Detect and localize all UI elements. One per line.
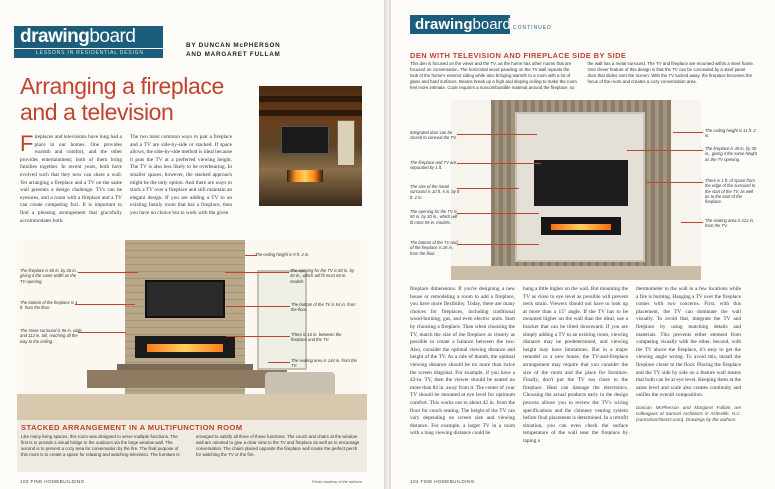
department-logo [14,26,163,48]
author-bio: Duncan McPherson and Margaret Fullam are colleagues at Samsel Architects in Asheville, N.C. (samselarchitects.com). Drawings by the authors. [636,404,741,422]
continued-label: CONTINUED [513,25,552,31]
floor [17,394,367,420]
window-wall [257,270,307,370]
page-folio: 102 FINE HOMEBUILDING [20,479,85,484]
leader-line [78,272,138,273]
leader-line [457,134,537,135]
leader-line [268,362,290,363]
logo-bold: drawing [20,26,90,47]
body-column-1 [20,131,122,225]
floor [451,266,701,280]
byline-2: AND MARGARET FULLAM [186,51,281,58]
section-intro: This den is focused on the views and the TV, as the home has other rooms that are focused on conversation. The horizontal wood paneling on the TV wall repeats the look of the home's exterior siding while also bringing warmth to a room with a lot of glass and hard surfaces. Beams break up a high and sloping ceiling to make the room feel more intimate. Code requires a noncombustible material around the fireplace, so the wall has a metal surround. The TV and fireplace are mounted within a steel frame. One clever feature of this design is that the TV can be concealed by a steel panel door that slides over the screen. With the TV tucked away, the fireplace becomes the focus of the room and creates a cozy conversation area. [410,61,755,90]
logo-thin: board [472,16,511,33]
spine-gutter [384,0,391,489]
article-title: Arranging a fireplace and a television [20,73,224,125]
leader-line [226,306,290,307]
body-column-1: fireplace dimensions. If you're designing a new house or remodeling a room to add a fireplace, you have more flexibility. Today, there are many choices for fireplaces, including traditional wood-burning, gas, and even electric units. Start by choosing a fireplace. Then when choosing the TV, match the size of the fireplace as closely as possible to create a balance between the two. Also, consider the optimal viewing distance and height of the TV. As a rule of thumb, the optimal viewing distance should be no more than twice the screen diagonal. For example, if you have a 42-in. TV, then the viewer should be seated no more than 84 in. away from it. The center of your TV should be mounted at eye level for optimum comfort. This works out to about 42 in. from the floor for couch seating. The height of the TV can vary depending on screen size and viewing distance. For example, a larger TV in a room with a long viewing distance could be [410,286,515,437]
built-in-cabinet [87,370,287,388]
logo-bold: drawing [415,16,473,33]
callout-tv-bottom: The bottom of the TV is 54 in. from the floor. [291,302,356,313]
leader-line [245,255,257,256]
body-column-2: The two most common ways to pair a fireplace and a TV are side-by-side or stacked. If space allows, the side-by-side method is ideal because it puts the TV at a preferred viewing height. The TV is also less likely to be overbearing. In smaller spaces, however, the stacked approach might be the only option. And there are ways to stack a TV over a fireplace and still maintain an elegant design. If you are adding a TV to an existing family room that has a fireplace, then you have no choice but to work with the given [130,134,232,216]
callout-surround-spacing: There is 1 ft. of space from the edge of the surround to the start of the TV, as well as to the start of the fireplace. [705,178,756,205]
right-page [391,0,775,489]
callout-tv-fireplace-gap: The fireplace and TV are separated by 1 ft. [410,160,457,171]
department-subtitle: LESSONS IN RESIDENTIAL DESIGN [14,49,163,58]
side-by-side-illustration [451,100,701,280]
stone-surround [125,240,245,418]
tv-screen [145,280,225,318]
section-title: DEN WITH TELEVISION AND FIREPLACE SIDE BY SIDE [410,51,627,60]
callout-seating-distance: The seating area is 112 in. from the TV. [705,218,755,229]
caption-text: Like many living spaces, this room was designed to serve multiple functions. The first is to provide a visual bridge to the outdoors via the large window wall. The second is to present a cozy area for conversation by the fire. The final purpose of this room is to create a space for relaxing and watching television. The furniture is arranged to satisfy all three of these functions. The couch and chairs at the window wall are oriented to give a clear view to the TV and fireplace as well as to encourage conversation. The chairs placed opposite the fireplace wall create the perfect perch for watching the TV or the fire. [21,434,360,457]
logo-thin: board [89,26,136,47]
leader-line [226,336,290,337]
photo-credit: Photo courtesy of the authors [312,480,362,484]
drop-cap: F [20,131,34,156]
callout-stone-surround: The stone surround is 96 in. wide and 112 in. tall, reaching all the way to the ceiling. [20,328,82,344]
fireplace-flame [287,170,323,182]
callout-ceiling-height: The ceiling height is 9 ft. 4 in. [255,252,310,257]
left-page [0,0,384,489]
leader-line [673,132,703,133]
leader-line [78,332,126,333]
leader-line [75,304,135,305]
body-column-2: hung a little higher on the wall. But mounting the TV as close to eye level as possible will prevent neck strain. Viewers should not have to look up at more than a 15° angle. If the TV has to be mounted higher on the wall than the ideal, use a bracket that can be tilted downward. If you are simply adding a TV to an existing room, viewing distance may be predetermined, and viewing height may have limitations. But in a major remodel or a new house, the TV-and-fireplace arrangement may require that you consider the size of the room and the place for furniture. Finally, don't put the TV too close to the fireplace. Heat can damage the electronics. Choosing the actual products early in the design process allows you to review the TV's wiring specifications and the chimney venting system before final placement is determined. In a retrofit situation, you can even check the surface temperature of the wall near the fireplace by taping a [523,286,628,444]
callout-tv-opening: The opening for the TV is 60 in. by 40 in., which will fit most 65-in. models. [290,268,355,284]
window [337,120,355,166]
department-logo [410,15,510,34]
body-column-3 [636,286,741,423]
callout-tv-opening: The opening for the TV is 50 in. by 30 in., which will fit most 55-in. models. [410,209,458,225]
leader-line [647,182,703,183]
fireplace [541,217,621,235]
fireplace [135,336,235,358]
page-folio: 104 FINE HOMEBUILDING [410,479,475,484]
ceiling-beam [259,96,362,102]
bylines [186,41,281,59]
fireplace-photo [259,86,362,206]
leader-line [681,222,703,223]
tv-screen [281,126,329,154]
leader-line [457,163,541,164]
caption-title: STACKED ARRANGEMENT IN A MULTIFUNCTION ROOM [21,423,243,432]
body-column-1-text: ireplaces and televisions have long had a place in our homes. One provides warmth and comfort, and the other provides entertainment; both of them bring families together. In recent years, both have evolved such that they now can share a wall. Yet arranging a fireplace and a TV on the same wall presents a design challenge. TVs can be eyesores, and a room with a fireplace and a TV can create competing foci. It is important to find a pleasing arrangement that gracefully accommodates both. [20,134,122,224]
callout-fireplace-size: The fireplace is 40 in. by 30 in., giving it the same height as the TV opening. [705,146,757,162]
ceiling-beam [259,110,362,116]
body-column-3-text: thermometer to the wall in a few locations while a fire is burning. Hanging a TV over the fireplace comes with two concerns. First, with this placement, the TV can dominate the wall visually. To avoid that, integrate the TV and fireplace by using matching details and materials. This prevents either element from competing visually with the other. Second, with the TV above the fireplace, it's easy to get the viewing angle wrong. To avoid this, install the fireplace closer to the floor. Placing the fireplace and the TV side by side on a feature wall means that both can be at eye level. Keeping them at the same level and scale also creates continuity and unifies the overall composition. [636,286,741,399]
leader-line [225,272,289,273]
callout-surround-size: The size of the metal surround is 10 ft. 5 in. by 8 ft. 2 in. [410,184,460,200]
callout-fireplace-tv-gap: There is 16 in. between the fireplace and the TV. [291,332,342,343]
callout-ceiling-height: The ceiling height is 11 ft. 2 in. [705,128,756,139]
byline-1: BY DUNCAN McPHERSON [186,42,281,49]
callout-fireplace-size: The fireplace is 60 in. by 26 in., giving it the same width as the TV opening. [20,268,78,284]
leader-line [457,213,539,214]
callout-integrated-door: Integrated door can be closed to conceal the TV. [410,130,457,141]
tv-screen [534,160,628,206]
illustration-caption [17,420,367,472]
leader-line [457,188,519,189]
callout-seating-distance: The seating area is 144 in. from the TV. [291,358,357,369]
callout-fireplace-bottom: The bottom of the fireplace is 1 ft. from the floor. [20,300,78,311]
leader-line [457,244,539,245]
callout-bottom-height: The bottom of the TV and of the fireplace is 26 in. from the floor. [410,240,458,256]
leader-line [627,150,703,151]
